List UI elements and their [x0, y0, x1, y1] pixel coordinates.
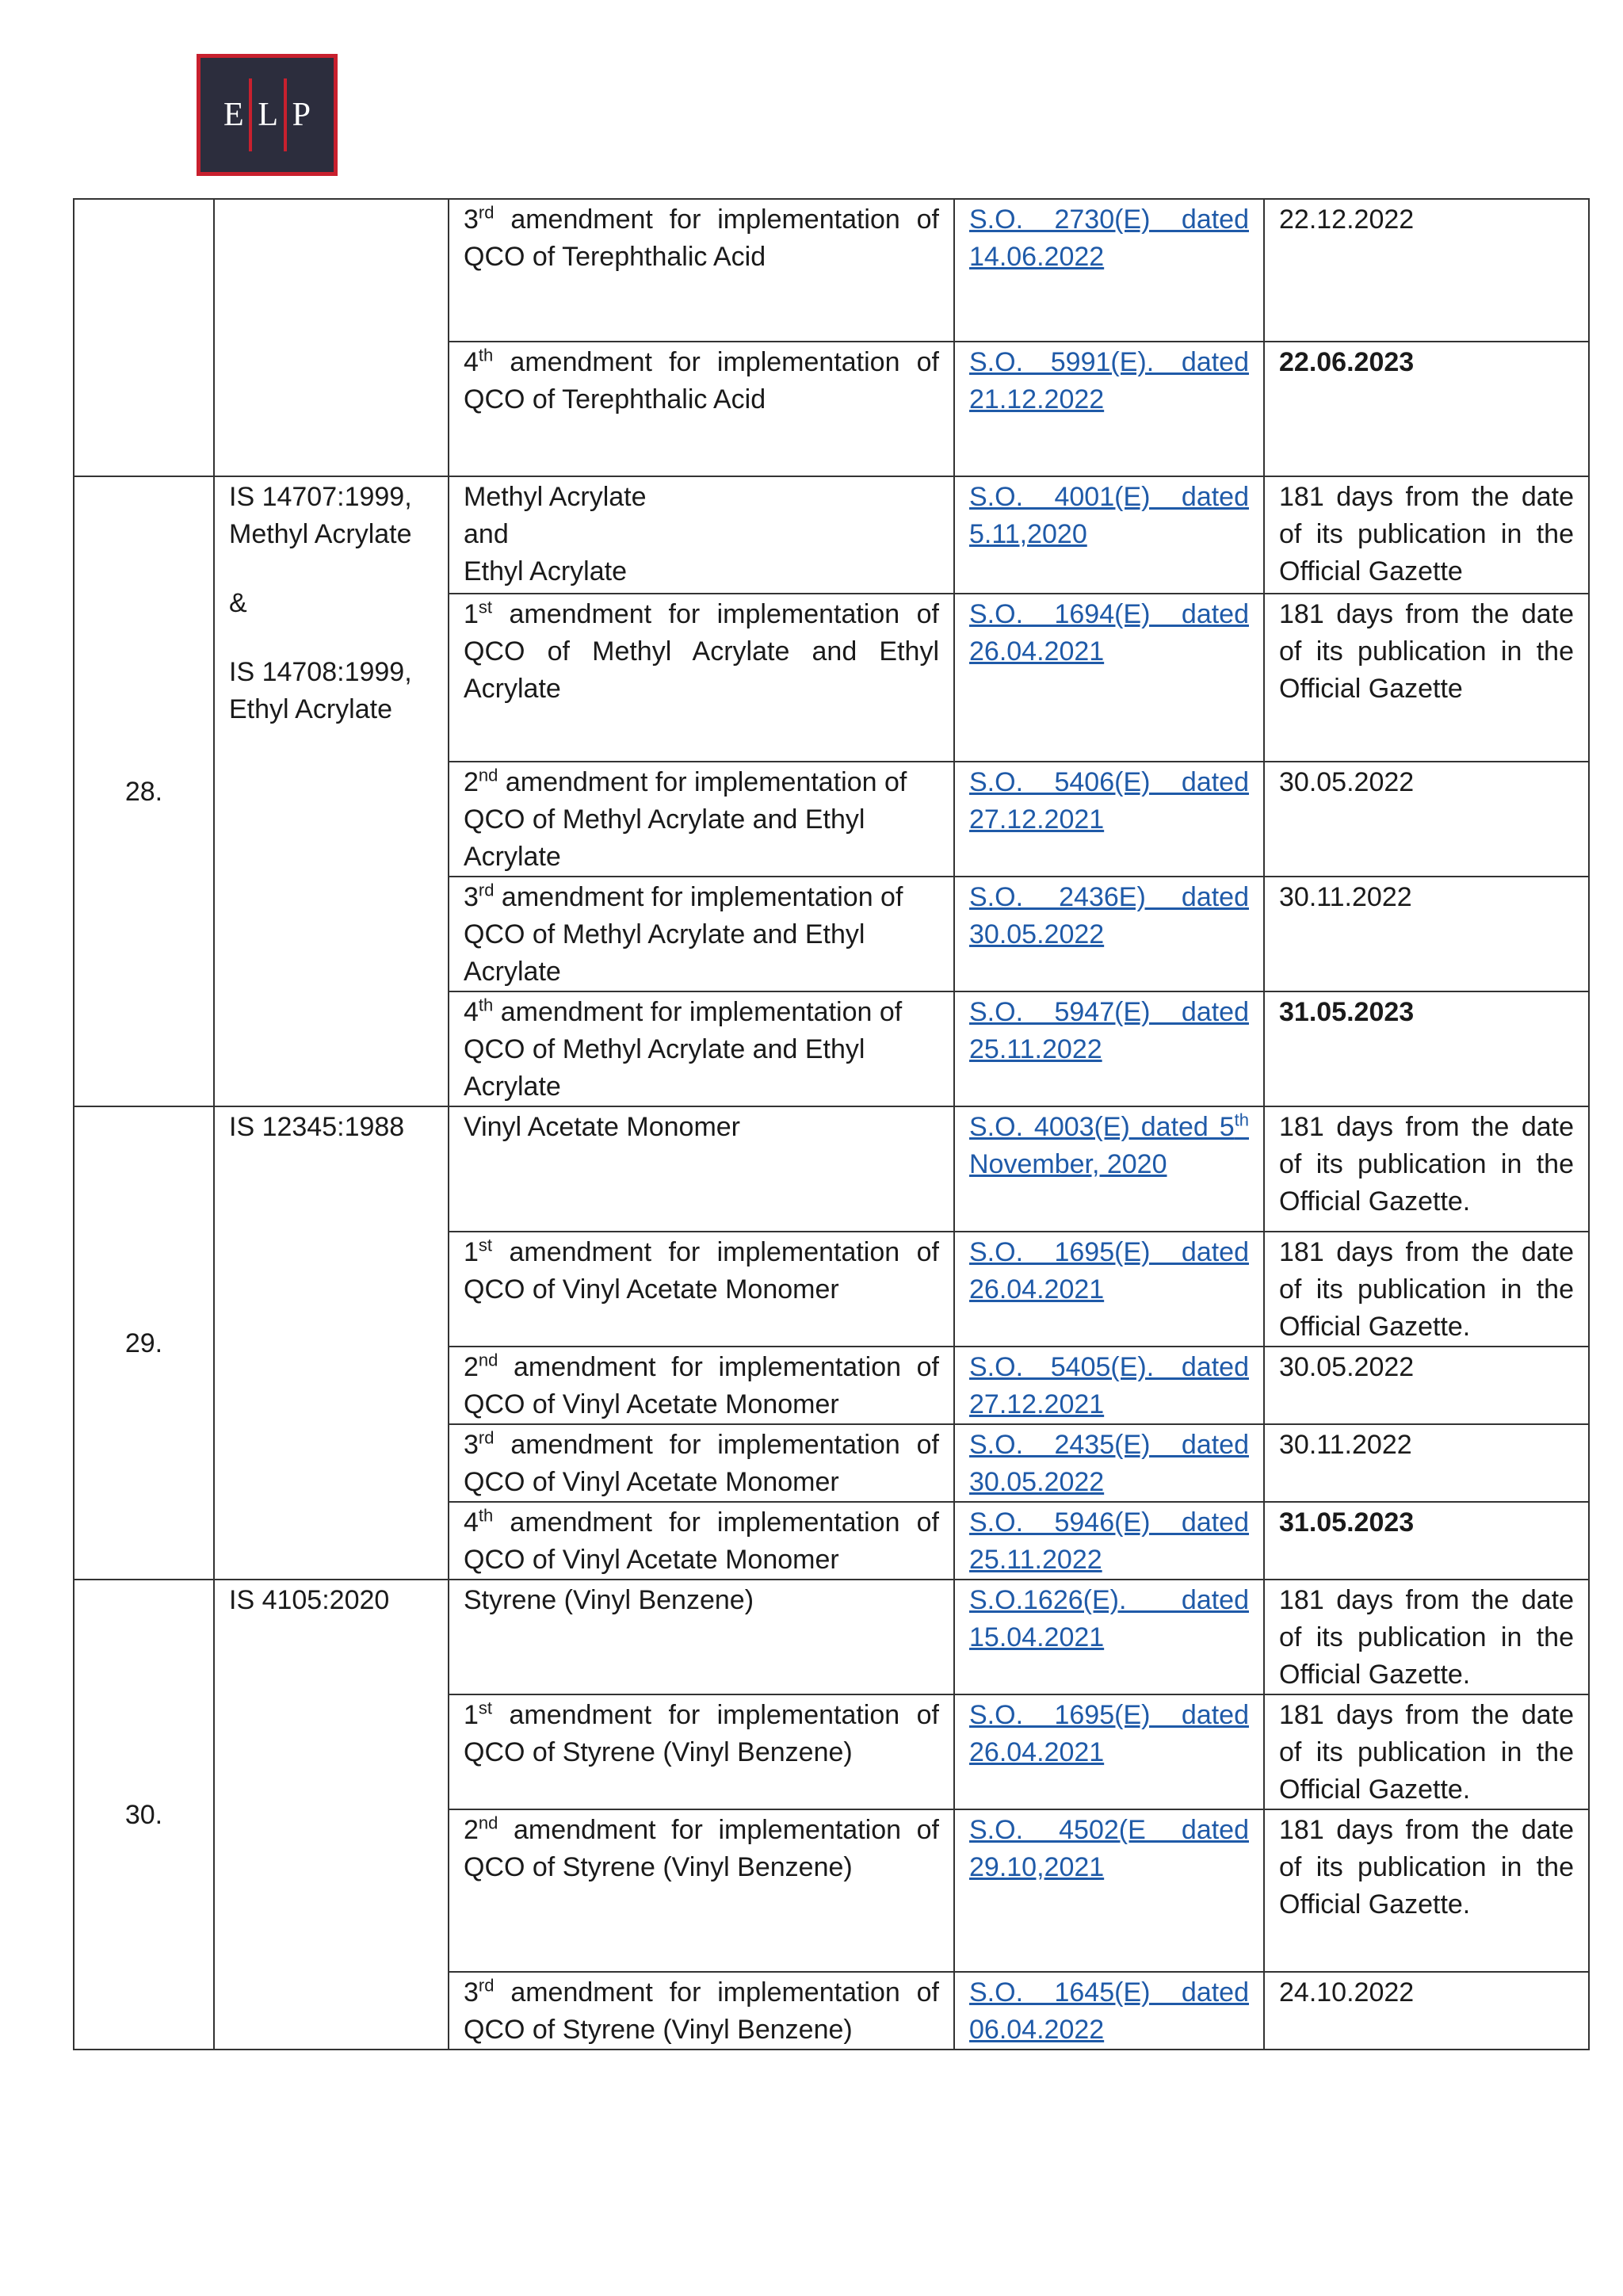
logo-divider — [249, 78, 252, 151]
so-cell — [954, 1347, 1264, 1424]
title-cell: 3rd amendment for implementation of QCO of Terephthalic Acid — [449, 199, 954, 342]
table-row — [74, 199, 1589, 342]
title-cell: 3rd amendment for implementation of QCO of Vinyl Acetate Monomer — [449, 1424, 954, 1502]
so-link[interactable]: S.O. 1695(E) dated 26.04.2021 — [969, 1700, 1249, 1767]
standard-methyl: IS 14707:1999, Methyl Acrylate — [229, 482, 412, 549]
so-link[interactable]: S.O. 4001(E) dated 5.11,2020 — [969, 482, 1249, 549]
title-cell: 2nd amendment for implementation of QCO of Styrene (Vinyl Benzene) — [449, 1809, 954, 1972]
title-cell: 1st amendment for implementation of QCO of Vinyl Acetate Monomer — [449, 1232, 954, 1347]
date-cell: 31.05.2023 — [1264, 991, 1589, 1106]
table-row — [74, 1106, 1589, 1232]
title-line: and — [464, 519, 509, 549]
so-link[interactable]: S.O. 1695(E) dated 26.04.2021 — [969, 1237, 1249, 1305]
date-cell: 22.06.2023 — [1264, 342, 1589, 476]
title-cell: 3rd amendment for implementation of QCO of Methyl Acrylate and Ethyl Acrylate — [449, 877, 954, 991]
so-cell — [954, 1424, 1264, 1502]
so-cell — [954, 1232, 1264, 1347]
so-cell — [954, 1580, 1264, 1694]
standard-cell — [214, 476, 449, 1106]
so-link[interactable]: S.O. 4003(E) dated 5th November, 2020 — [969, 1110, 1249, 1179]
date-cell: 181 days from the date of its publication in the Official Gazette. — [1264, 1106, 1589, 1232]
so-cell — [954, 1972, 1264, 2050]
so-cell — [954, 476, 1264, 594]
title-cell: 4th amendment for implementation of QCO of Terephthalic Acid — [449, 342, 954, 476]
qco-table — [73, 198, 1590, 2050]
date-cell: 30.05.2022 — [1264, 762, 1589, 877]
so-link[interactable]: S.O. 2435(E) dated 30.05.2022 — [969, 1430, 1249, 1497]
so-link[interactable]: S.O. 4502(E dated 29.10,2021 — [969, 1815, 1249, 1882]
title-cell: Vinyl Acetate Monomer — [449, 1106, 954, 1232]
so-link[interactable]: S.O.1626(E). dated 15.04.2021 — [969, 1585, 1249, 1652]
ordinal-suffix: rd — [478, 1427, 495, 1448]
so-link[interactable]: S.O. 5406(E) dated 27.12.2021 — [969, 767, 1249, 835]
logo-divider — [284, 78, 287, 151]
title-line: Ethyl Acrylate — [464, 556, 627, 586]
ordinal-suffix: st — [478, 597, 493, 617]
title-cell — [449, 476, 954, 594]
so-link[interactable]: S.O. 1694(E) dated 26.04.2021 — [969, 599, 1249, 667]
so-link[interactable]: S.O. 1645(E) dated 06.04.2022 — [969, 1977, 1249, 2045]
ordinal-suffix: nd — [478, 765, 498, 785]
date-cell: 30.11.2022 — [1264, 877, 1589, 991]
so-cell — [954, 1694, 1264, 1809]
date-cell: 181 days from the date of its publication in the Official Gazette. — [1264, 1232, 1589, 1347]
so-cell — [954, 762, 1264, 877]
so-cell — [954, 1106, 1264, 1232]
logo-letter-l: L — [258, 97, 278, 133]
so-cell — [954, 1502, 1264, 1580]
standard-ampersand: & — [229, 588, 247, 618]
title-cell: 2nd amendment for implementation of QCO of Vinyl Acetate Monomer — [449, 1347, 954, 1424]
title-cell: 4th amendment for implementation of QCO of Methyl Acrylate and Ethyl Acrylate — [449, 991, 954, 1106]
so-link[interactable]: S.O. 5991(E). dated 21.12.2022 — [969, 347, 1249, 415]
date-cell: 24.10.2022 — [1264, 1972, 1589, 2050]
date-cell: 181 days from the date of its publication in the Official Gazette. — [1264, 1694, 1589, 1809]
so-cell — [954, 199, 1264, 342]
so-cell — [954, 342, 1264, 476]
so-link[interactable]: S.O. 5946(E) dated 25.11.2022 — [969, 1507, 1249, 1575]
title-line: Methyl Acrylate — [464, 482, 647, 512]
standard-cell — [214, 199, 449, 476]
date-cell: 181 days from the date of its publication in the Official Gazette. — [1264, 1580, 1589, 1694]
table-row — [74, 476, 1589, 594]
date-cell: 30.11.2022 — [1264, 1424, 1589, 1502]
so-link[interactable]: S.O. 5405(E). dated 27.12.2021 — [969, 1352, 1249, 1419]
sno-cell: 30. — [74, 1580, 214, 2050]
date-cell: 22.12.2022 — [1264, 199, 1589, 342]
date-cell: 181 days from the date of its publication in the Official Gazette. — [1264, 1809, 1589, 1972]
standard-ethyl: IS 14708:1999, Ethyl Acrylate — [229, 657, 412, 724]
ordinal-suffix: st — [478, 1698, 493, 1718]
ordinal-suffix: nd — [478, 1813, 498, 1833]
sno-cell: 29. — [74, 1106, 214, 1580]
ordinal-suffix: th — [1234, 1110, 1249, 1130]
title-cell: Styrene (Vinyl Benzene) — [449, 1580, 954, 1694]
ordinal-suffix: th — [478, 995, 494, 1015]
standard-cell: IS 12345:1988 — [214, 1106, 449, 1580]
logo-letter-e: E — [223, 97, 244, 133]
ordinal-suffix: st — [478, 1235, 493, 1255]
date-cell: 181 days from the date of its publication in the Official Gazette — [1264, 476, 1589, 594]
standard-cell: IS 4105:2020 — [214, 1580, 449, 2050]
ordinal-suffix: rd — [478, 202, 495, 223]
ordinal-suffix: rd — [478, 880, 495, 900]
ordinal-suffix: th — [478, 1505, 494, 1526]
ordinal-suffix: th — [478, 345, 494, 365]
so-link[interactable]: S.O. 5947(E) dated 25.11.2022 — [969, 997, 1249, 1064]
ordinal-suffix: nd — [478, 1350, 498, 1370]
so-cell — [954, 877, 1264, 991]
logo-letter-p: P — [292, 97, 311, 133]
so-link[interactable]: S.O. 2730(E) dated 14.06.2022 — [969, 204, 1249, 272]
so-cell — [954, 991, 1264, 1106]
title-cell: 2nd amendment for implementation of QCO of Methyl Acrylate and Ethyl Acrylate — [449, 762, 954, 877]
so-cell — [954, 594, 1264, 762]
date-cell: 31.05.2023 — [1264, 1502, 1589, 1580]
title-cell: 3rd amendment for implementation of QCO of Styrene (Vinyl Benzene) — [449, 1972, 954, 2050]
elp-logo — [197, 54, 338, 176]
title-cell: 1st amendment for implementation of QCO of Styrene (Vinyl Benzene) — [449, 1694, 954, 1809]
date-cell: 30.05.2022 — [1264, 1347, 1589, 1424]
date-cell: 181 days from the date of its publication in the Official Gazette — [1264, 594, 1589, 762]
so-cell — [954, 1809, 1264, 1972]
table-row — [74, 1580, 1589, 1694]
so-link[interactable]: S.O. 2436E) dated 30.05.2022 — [969, 882, 1249, 949]
title-cell: 1st amendment for implementation of QCO of Methyl Acrylate and Ethyl Acrylate — [449, 594, 954, 762]
ordinal-suffix: rd — [478, 1975, 495, 1996]
sno-cell: 28. — [74, 476, 214, 1106]
title-cell: 4th amendment for implementation of QCO of Vinyl Acetate Monomer — [449, 1502, 954, 1580]
sno-cell — [74, 199, 214, 476]
